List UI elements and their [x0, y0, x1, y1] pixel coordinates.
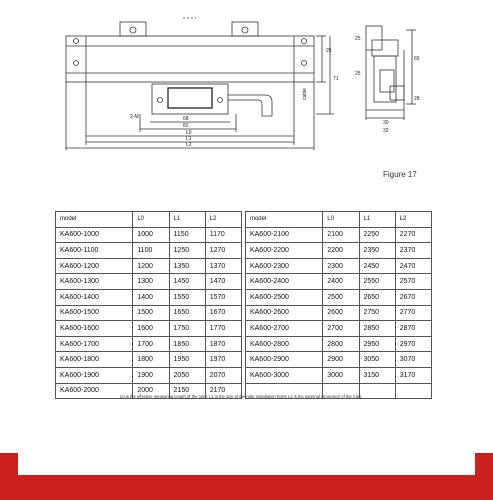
- figure-caption: Figure 17: [383, 170, 417, 179]
- cell-L1: 1750: [169, 321, 205, 337]
- cell-L0: 1300: [133, 274, 169, 290]
- cell-L2: 1870: [205, 336, 241, 352]
- cell-L0: 1800: [133, 352, 169, 368]
- dim-25b: 25: [355, 36, 361, 42]
- dim-68: 68: [183, 116, 189, 122]
- cell-L1: 1850: [169, 336, 205, 352]
- cell-L0: 2000: [133, 383, 169, 399]
- cell-L2: 2570: [395, 274, 431, 290]
- cell-model: KA600-2600: [245, 305, 322, 321]
- table-row: [56, 274, 432, 290]
- cell-L1: 1150: [169, 227, 205, 243]
- cell-L1: 1650: [169, 305, 205, 321]
- cell-L2: 2970: [395, 336, 431, 352]
- cell-model: KA600-2100: [245, 227, 322, 243]
- cell-model: KA600-2400: [245, 274, 322, 290]
- table-row: [56, 258, 432, 274]
- cell-L0: 2100: [323, 227, 359, 243]
- cell-L1: 2950: [359, 336, 395, 352]
- cell-model: KA600-2500: [245, 289, 322, 305]
- cell-L2: 3170: [395, 367, 431, 383]
- cell-L1: 2150: [169, 383, 205, 399]
- table-row: [56, 243, 432, 259]
- technical-drawing: [0, 0, 493, 200]
- table-body: [56, 227, 432, 399]
- cell-L2: 1470: [205, 274, 241, 290]
- table-row: [56, 227, 432, 243]
- header-L0: L0: [133, 212, 169, 228]
- cell-L2: 2870: [395, 321, 431, 337]
- header-L1: L1: [169, 212, 205, 228]
- cell-L0: 3000: [323, 367, 359, 383]
- cell-model: KA600-2700: [245, 321, 322, 337]
- dim-82: 82: [183, 123, 189, 129]
- cell-L0: 1700: [133, 336, 169, 352]
- cell-L1: 3150: [359, 367, 395, 383]
- cell-L0: 2700: [323, 321, 359, 337]
- cell-L1: 1250: [169, 243, 205, 259]
- cell-L2: 2370: [395, 243, 431, 259]
- cell-L2: 2270: [395, 227, 431, 243]
- dim-30: 30: [383, 120, 389, 126]
- cell-model: KA600-1300: [56, 274, 133, 290]
- cell-L0: 1400: [133, 289, 169, 305]
- cell-L0: 1100: [133, 243, 169, 259]
- cell-L1: 3050: [359, 352, 395, 368]
- cell-L0: 1500: [133, 305, 169, 321]
- table-header-row: [56, 212, 432, 228]
- cell-L2: 2470: [395, 258, 431, 274]
- table-row: [56, 336, 432, 352]
- header-L0: L0: [323, 212, 359, 228]
- cell-L1: 2750: [359, 305, 395, 321]
- cell-L1: 1950: [169, 352, 205, 368]
- dim-L2: L2: [186, 142, 192, 148]
- cell-L0: 1200: [133, 258, 169, 274]
- cell-model: KA600-1100: [56, 243, 133, 259]
- cell-L2: 1670: [205, 305, 241, 321]
- footer-white-panel: [18, 453, 475, 475]
- cell-model: KA600-1800: [56, 352, 133, 368]
- table-row: [56, 305, 432, 321]
- cell-L2: 1770: [205, 321, 241, 337]
- header-L1: L1: [359, 212, 395, 228]
- cell-L2: 1170: [205, 227, 241, 243]
- cell-L1: [359, 383, 395, 399]
- cell-L2: 1970: [205, 352, 241, 368]
- cell-L1: 2850: [359, 321, 395, 337]
- cell-L1: 1450: [169, 274, 205, 290]
- cell-L0: 2900: [323, 352, 359, 368]
- table-row: [56, 367, 432, 383]
- table-row: [56, 289, 432, 305]
- dim-L1: L1: [186, 136, 192, 142]
- cell-L0: 2500: [323, 289, 359, 305]
- cell-model: KA600-1600: [56, 321, 133, 337]
- cell-L0: 2200: [323, 243, 359, 259]
- cell-model: KA600-3000: [245, 367, 322, 383]
- cell-L2: [395, 383, 431, 399]
- cell-L2: 1270: [205, 243, 241, 259]
- cell-L0: 2400: [323, 274, 359, 290]
- cell-L1: 2550: [359, 274, 395, 290]
- table-row: [56, 321, 432, 337]
- cell-model: KA600-2300: [245, 258, 322, 274]
- dim-71: 71: [333, 76, 339, 82]
- cell-model: KA600-1000: [56, 227, 133, 243]
- cell-L2: 2770: [395, 305, 431, 321]
- cell-L0: 2600: [323, 305, 359, 321]
- header-model: model: [56, 212, 133, 228]
- table-row: [56, 352, 432, 368]
- dim-65: 65: [414, 56, 420, 62]
- cell-L2: 2170: [205, 383, 241, 399]
- dim-28: 28: [414, 96, 420, 102]
- cell-L1: 1350: [169, 258, 205, 274]
- cable-label: cable: [302, 88, 308, 100]
- dim-25: 25: [326, 48, 332, 54]
- cell-L2: 1370: [205, 258, 241, 274]
- cell-L2: 1570: [205, 289, 241, 305]
- cell-L1: 2250: [359, 227, 395, 243]
- cell-model: KA600-1400: [56, 289, 133, 305]
- header-L2: L2: [205, 212, 241, 228]
- cell-model: KA600-2200: [245, 243, 322, 259]
- cell-L0: 1600: [133, 321, 169, 337]
- cell-model: KA600-1700: [56, 336, 133, 352]
- cell-model: KA600-1900: [56, 367, 133, 383]
- dim-25c: 25: [355, 71, 361, 77]
- cell-L0: 1000: [133, 227, 169, 243]
- cell-L1: 1550: [169, 289, 205, 305]
- cell-L2: 3070: [395, 352, 431, 368]
- cell-L1: 2350: [359, 243, 395, 259]
- cell-L1: 2050: [169, 367, 205, 383]
- cell-L0: 1900: [133, 367, 169, 383]
- cell-model: KA600-2900: [245, 352, 322, 368]
- table-footnote: L0 is the effective measuring length of the ruler, L1 is the size of the ruler installation holes L2 is the external dimension of the ruler.: [120, 394, 363, 399]
- cell-L1: 2650: [359, 289, 395, 305]
- header-L2: L2: [395, 212, 431, 228]
- spec-table-container: [55, 211, 432, 399]
- spec-table: [55, 211, 432, 399]
- dim-2-M: 2-M: [130, 114, 139, 120]
- cell-model: KA600-1500: [56, 305, 133, 321]
- cell-model: KA600-1200: [56, 258, 133, 274]
- cell-L0: 2300: [323, 258, 359, 274]
- cell-model: KA600-2000: [56, 383, 133, 399]
- cell-L2: 2670: [395, 289, 431, 305]
- cell-model: KA600-2800: [245, 336, 322, 352]
- dim-L0: L0: [186, 130, 192, 136]
- cell-L2: 2070: [205, 367, 241, 383]
- dim-32: 32: [383, 128, 389, 134]
- header-model: model: [245, 212, 322, 228]
- cell-L1: 2450: [359, 258, 395, 274]
- cell-L0: 2800: [323, 336, 359, 352]
